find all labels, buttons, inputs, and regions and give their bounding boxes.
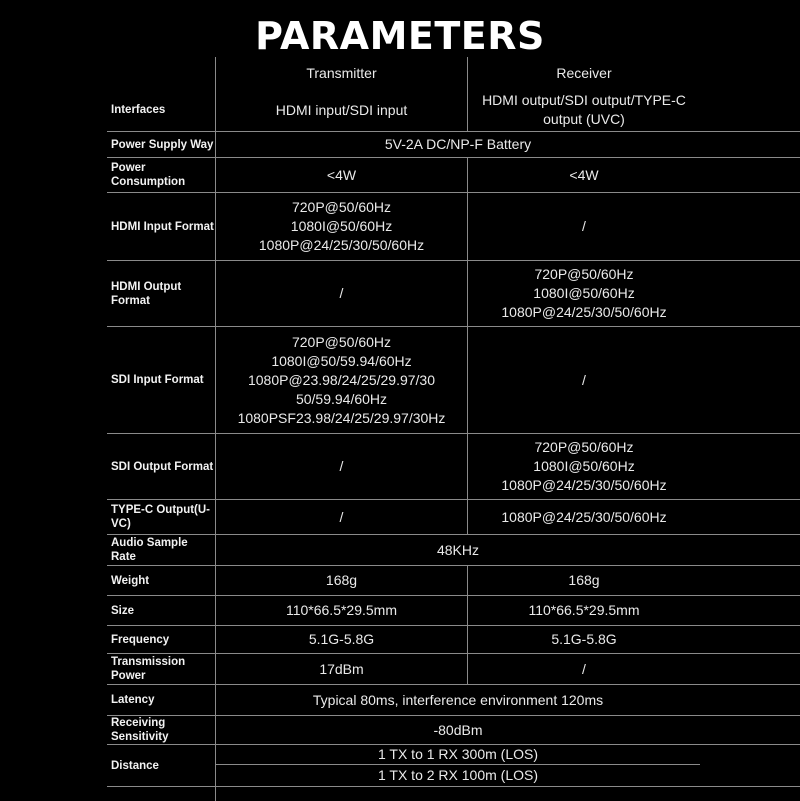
row-transmission-power <box>107 654 800 685</box>
row-label: HDMI Input Format <box>107 193 216 260</box>
header-label-cell <box>107 57 216 89</box>
tx-value: HDMI input/SDI input <box>216 89 468 131</box>
row-label: Frequency <box>107 626 216 653</box>
shared-value: -80dBm <box>433 721 483 738</box>
row-label: Distance <box>107 745 216 786</box>
row-receiving-sensitivity <box>107 716 800 745</box>
row-weight <box>107 566 800 596</box>
rx-value: 720P@50/60Hz 1080I@50/60Hz 1080P@24/25/30/50/60Hz <box>501 266 667 320</box>
row-label: HDMI Output Format <box>107 261 216 326</box>
shared-value: 5V-2A DC/NP-F Battery <box>384 136 532 152</box>
row-sdi-input <box>107 327 800 434</box>
tx-value: 168g <box>216 566 468 595</box>
distance-value-2: 1 TX to 2 RX 100m (LOS) <box>377 766 539 783</box>
row-label: Power Consumption <box>107 158 216 192</box>
tx-value: / <box>216 434 468 499</box>
header-transmitter: Transmitter <box>216 57 468 89</box>
distance-value-1: 1 TX to 1 RX 300m (LOS) <box>216 745 700 765</box>
row-label: SDI Output Format <box>107 434 216 499</box>
rx-value: / <box>582 660 586 677</box>
rx-value: <4W <box>569 166 599 183</box>
tx-value: / <box>216 261 468 326</box>
rx-value: 1080P@24/25/30/50/60Hz <box>501 508 667 525</box>
rx-value: / <box>582 218 586 234</box>
parameters-table <box>107 57 800 801</box>
page-title: PARAMETERS <box>255 14 545 58</box>
row-label: TYPE-C Output(U-VC) <box>107 500 216 534</box>
rx-value: 5.1G-5.8G <box>551 631 617 647</box>
row-label: SDI Input Format <box>107 327 216 433</box>
row-sdi-output <box>107 434 800 500</box>
tx-value: <4W <box>216 158 468 192</box>
tx-value: 720P@50/60Hz 1080I@50/59.94/60Hz 1080P@23.98/24/25/29.97/30 50/59.94/60Hz 1080PSF23.98/24/25/29.97/30Hz <box>216 327 468 433</box>
row-audio-sample <box>107 535 800 566</box>
row-label: Latency <box>107 685 216 715</box>
shared-value: 48KHz <box>436 541 480 558</box>
row-hdmi-input <box>107 193 800 261</box>
tx-value: 720P@50/60Hz 1080I@50/60Hz 1080P@24/25/30/50/60Hz <box>216 193 468 260</box>
row-label: Receiving Sensitivity <box>107 716 216 744</box>
row-distance <box>107 745 800 787</box>
row-trailing <box>107 787 800 801</box>
header-receiver: Receiver <box>556 64 612 81</box>
rx-value: 168g <box>568 572 600 588</box>
row-label: Weight <box>107 566 216 595</box>
row-label: Interfaces <box>107 89 216 131</box>
row-power-consumption <box>107 158 800 193</box>
row-latency <box>107 685 800 716</box>
row-typec-output <box>107 500 800 535</box>
row-label: Size <box>107 596 216 625</box>
tx-value: 5.1G-5.8G <box>216 626 468 653</box>
row-frequency <box>107 626 800 654</box>
tx-value: 110*66.5*29.5mm <box>216 596 468 625</box>
row-label: Audio Sample Rate <box>107 535 216 565</box>
tx-value: 17dBm <box>216 654 468 684</box>
row-size <box>107 596 800 626</box>
shared-value: Typical 80ms, interference environment 120ms <box>312 691 604 708</box>
table-header-row <box>107 57 800 89</box>
rx-value: / <box>582 371 586 388</box>
row-label <box>107 787 216 801</box>
row-interfaces <box>107 89 800 132</box>
rx-value: 110*66.5*29.5mm <box>528 602 640 618</box>
row-hdmi-output <box>107 261 800 327</box>
distance-values <box>216 745 700 786</box>
tx-value: / <box>216 500 468 534</box>
rx-value: 720P@50/60Hz 1080I@50/60Hz 1080P@24/25/30/50/60Hz <box>501 439 667 493</box>
rx-value: HDMI output/SDI output/TYPE-C output (UVC) <box>482 92 686 127</box>
row-label: Power Supply Way <box>107 132 216 157</box>
row-power-supply <box>107 132 800 158</box>
row-label: Transmission Power <box>107 654 216 684</box>
